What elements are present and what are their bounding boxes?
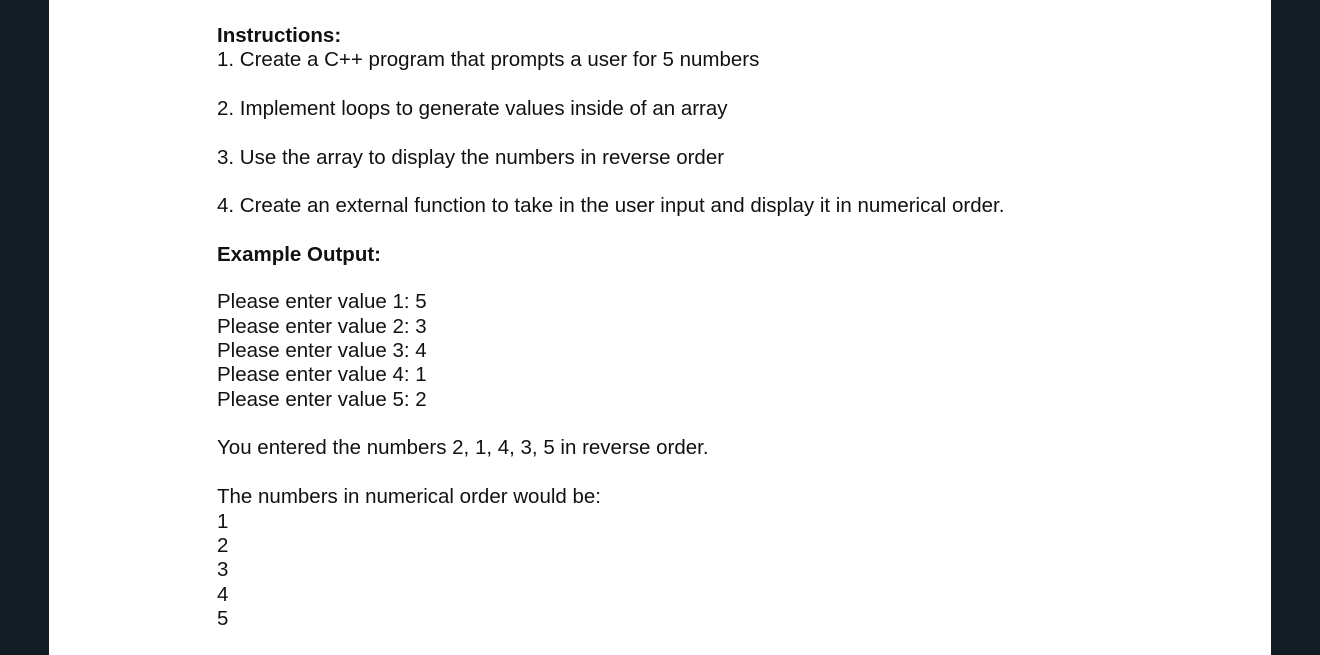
spacer	[217, 72, 1217, 96]
document-page	[49, 0, 1271, 655]
sorted-value: 2	[217, 534, 229, 558]
sorted-heading-line: The numbers in numerical order would be:	[217, 485, 601, 509]
document-content	[217, 24, 1217, 632]
instruction-step: 3. Use the array to display the numbers in reverse order	[217, 145, 725, 169]
example-output-heading: Example Output:	[217, 243, 382, 267]
spacer	[217, 412, 1217, 436]
prompt-line: Please enter value 5: 2	[217, 387, 427, 411]
sorted-value: 4	[217, 582, 229, 606]
prompt-line: Please enter value 2: 3	[217, 314, 427, 338]
spacer	[217, 121, 1217, 145]
prompt-line: Please enter value 1: 5	[217, 290, 427, 314]
spacer	[217, 267, 1217, 290]
instructions-heading: Instructions:	[217, 24, 342, 47]
spacer	[217, 219, 1217, 243]
instruction-step: 1. Create a C++ program that prompts a user for 5 numbers	[217, 48, 760, 71]
spacer	[217, 170, 1217, 194]
sorted-value: 3	[217, 558, 229, 582]
prompt-line: Please enter value 4: 1	[217, 363, 427, 387]
reverse-order-line: You entered the numbers 2, 1, 4, 3, 5 in reverse order.	[217, 436, 709, 460]
spacer	[217, 461, 1217, 485]
instruction-step: 4. Create an external function to take in the user input and display it in numerical order.	[217, 194, 1005, 218]
sorted-value: 5	[217, 607, 229, 631]
sorted-value: 1	[217, 509, 229, 533]
prompt-line: Please enter value 3: 4	[217, 338, 427, 362]
instruction-step: 2. Implement loops to generate values inside of an array	[217, 96, 728, 120]
